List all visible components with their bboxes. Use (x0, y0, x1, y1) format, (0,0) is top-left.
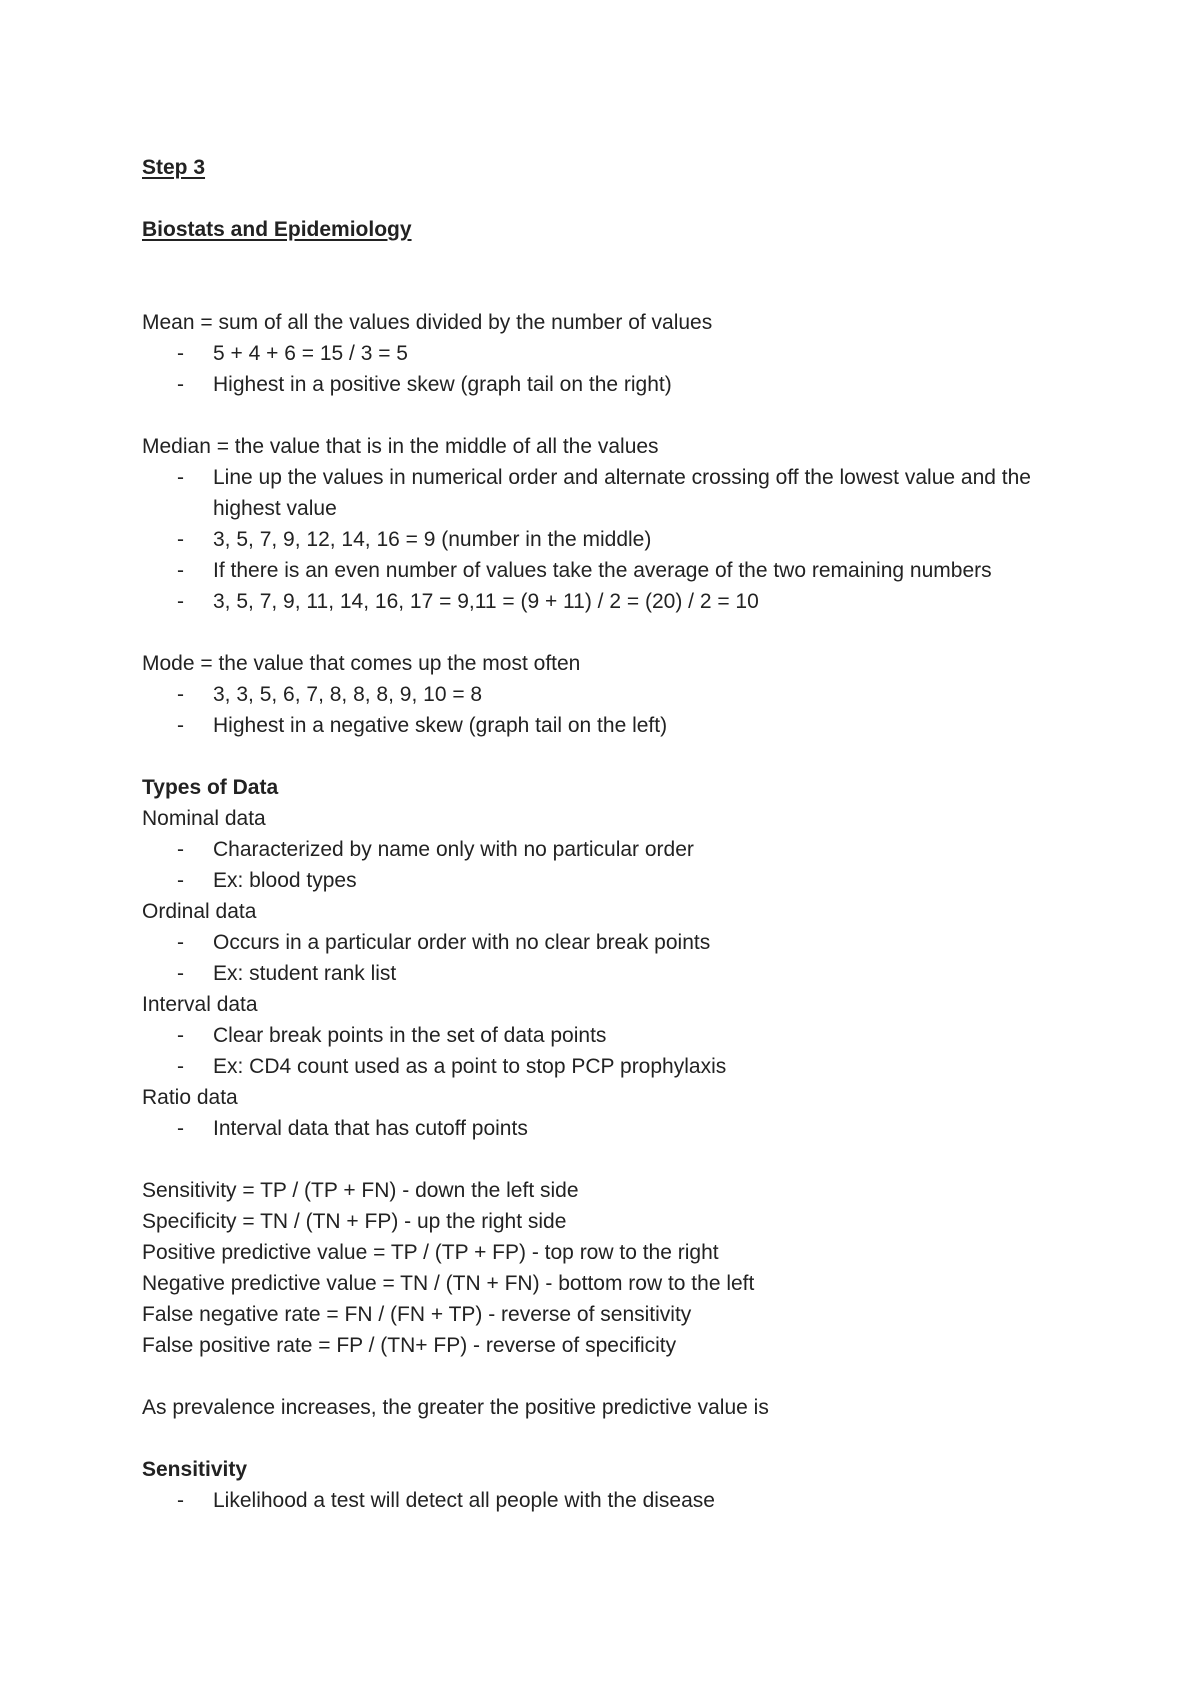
mode-bullet-list (142, 679, 1102, 741)
list-item: - If there is an even number of values take the average of the two remaining numbers (213, 555, 1102, 586)
dash-bullet-icon: - (177, 1055, 184, 1078)
list-item: - 3, 5, 7, 9, 12, 14, 16 = 9 (number in the middle) (213, 524, 1102, 555)
mean-definition: Mean = sum of all the values divided by the number of values (142, 311, 713, 334)
prevalence-note: As prevalence increases, the greater the positive predictive value is (142, 1396, 769, 1419)
dash-bullet-icon: - (177, 683, 184, 706)
types-of-data-section (142, 772, 1102, 1144)
formula-specificity: Specificity = TN / (TN + FP) - up the right side (142, 1210, 567, 1233)
nominal-data-label: Nominal data (142, 807, 266, 830)
formula-npv: Negative predictive value = TN / (TN + FN) - bottom row to the left (142, 1272, 755, 1295)
ordinal-bullet-list (142, 927, 1102, 989)
types-of-data-heading: Types of Data (142, 776, 279, 799)
list-item: - Clear break points in the set of data points (213, 1020, 1102, 1051)
list-item: - Line up the values in numerical order and alternate crossing off the lowest value and the highest value (213, 462, 1063, 524)
dash-bullet-icon: - (177, 1489, 184, 1512)
dash-bullet-icon: - (177, 931, 184, 954)
sensitivity-bullet-list (142, 1485, 1102, 1516)
median-definition: Median = the value that is in the middle of all the values (142, 435, 659, 458)
document-page (142, 152, 1102, 1516)
mode-definition: Mode = the value that comes up the most often (142, 652, 581, 675)
list-item: - Ex: CD4 count used as a point to stop PCP prophylaxis (213, 1051, 1102, 1082)
list-item: - Characterized by name only with no particular order (213, 834, 1102, 865)
formula-fpr: False positive rate = FP / (TN+ FP) - reverse of specificity (142, 1334, 677, 1357)
list-item: - Ex: blood types (213, 865, 1102, 896)
dash-bullet-icon: - (177, 590, 184, 613)
dash-bullet-icon: - (177, 838, 184, 861)
dash-bullet-icon: - (177, 1024, 184, 1047)
formulas-section (142, 1175, 1102, 1361)
ratio-bullet-list (142, 1113, 1102, 1144)
dash-bullet-icon: - (177, 559, 184, 582)
list-item: - Occurs in a particular order with no clear break points (213, 927, 1102, 958)
mode-section (142, 648, 1102, 741)
sensitivity-section (142, 1454, 1102, 1516)
list-item: - Highest in a positive skew (graph tail on the right) (213, 369, 1102, 400)
ratio-data-label: Ratio data (142, 1086, 238, 1109)
list-item: - Likelihood a test will detect all people with the disease (213, 1485, 1102, 1516)
list-item: - 3, 5, 7, 9, 11, 14, 16, 17 = 9,11 = (9 + 11) / 2 = (20) / 2 = 10 (213, 586, 1102, 617)
dash-bullet-icon: - (177, 373, 184, 396)
list-item: - Highest in a negative skew (graph tail on the left) (213, 710, 1102, 741)
dash-bullet-icon: - (177, 466, 184, 489)
dash-bullet-icon: - (177, 1117, 184, 1140)
median-bullet-list (142, 462, 1102, 617)
list-item: - Ex: student rank list (213, 958, 1102, 989)
page-subtitle: Biostats and Epidemiology (142, 218, 412, 241)
sensitivity-heading: Sensitivity (142, 1458, 248, 1481)
dash-bullet-icon: - (177, 869, 184, 892)
formula-sensitivity: Sensitivity = TP / (TP + FN) - down the left side (142, 1179, 579, 1202)
ordinal-data-label: Ordinal data (142, 900, 257, 923)
dash-bullet-icon: - (177, 342, 184, 365)
dash-bullet-icon: - (177, 528, 184, 551)
formula-ppv: Positive predictive value = TP / (TP + FP) - top row to the right (142, 1241, 719, 1264)
mean-bullet-list (142, 338, 1102, 400)
formula-fnr: False negative rate = FN / (FN + TP) - reverse of sensitivity (142, 1303, 692, 1326)
list-item: - 3, 3, 5, 6, 7, 8, 8, 8, 9, 10 = 8 (213, 679, 1102, 710)
list-item: - Interval data that has cutoff points (213, 1113, 1102, 1144)
list-item: - 5 + 4 + 6 = 15 / 3 = 5 (213, 338, 1102, 369)
dash-bullet-icon: - (177, 714, 184, 737)
interval-bullet-list (142, 1020, 1102, 1082)
nominal-bullet-list (142, 834, 1102, 896)
interval-data-label: Interval data (142, 993, 258, 1016)
dash-bullet-icon: - (177, 962, 184, 985)
median-section (142, 431, 1102, 617)
page-title: Step 3 (142, 156, 206, 179)
mean-section (142, 307, 1102, 400)
